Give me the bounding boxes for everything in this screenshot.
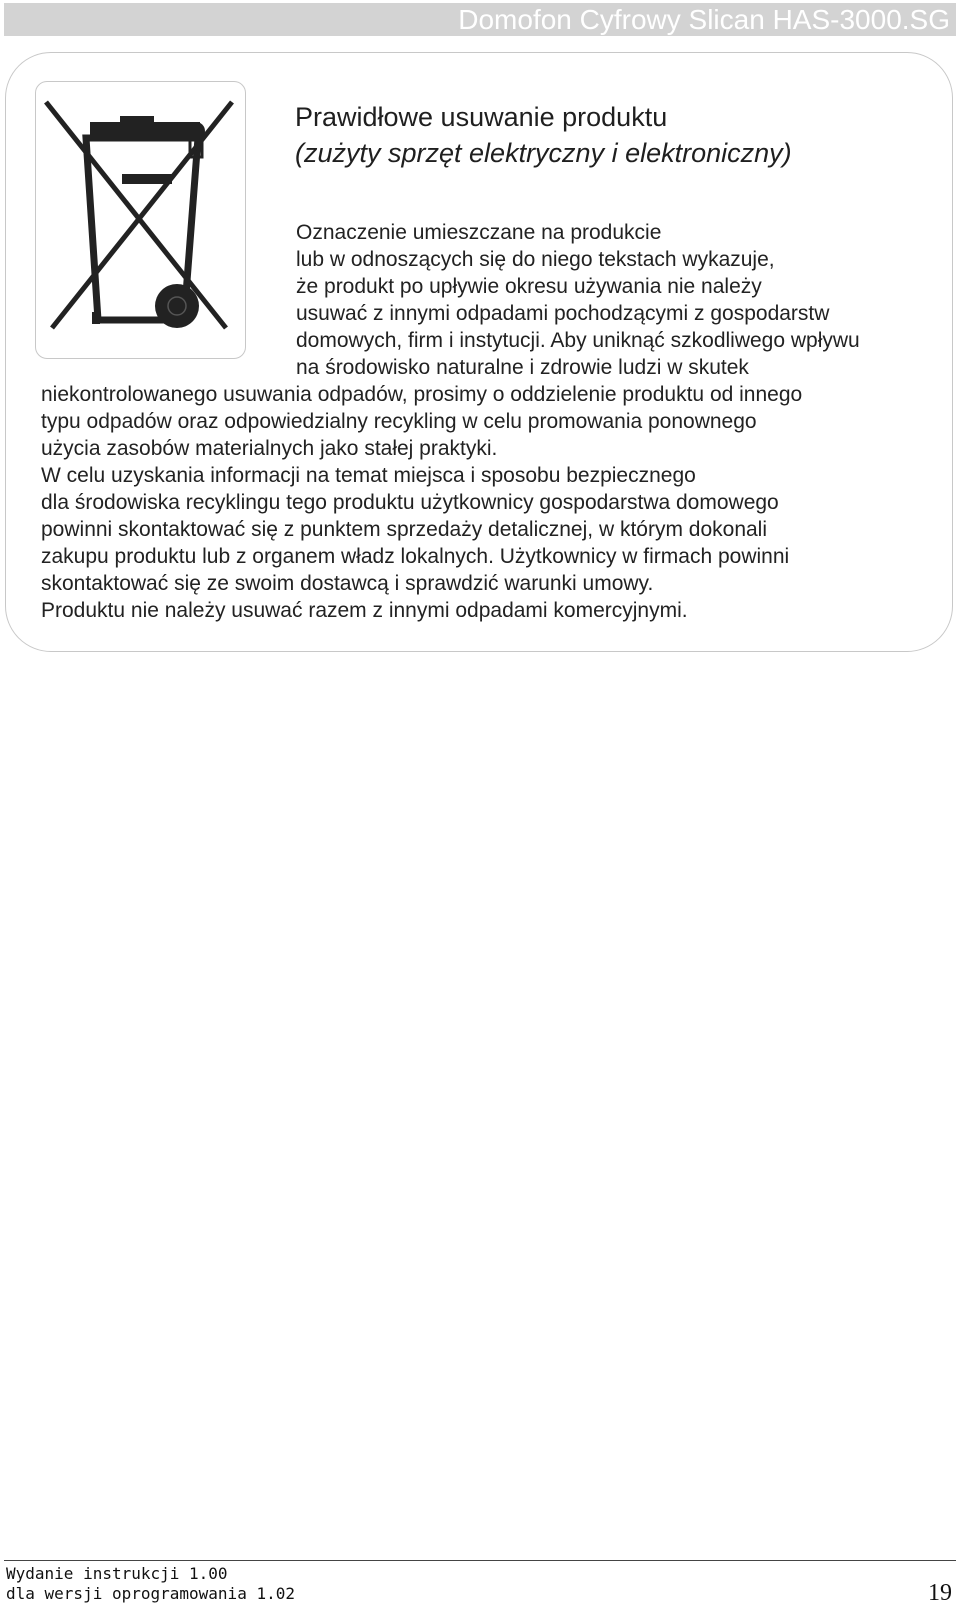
notice-text-line: że produkt po upływie okresu używania nie należy <box>296 275 762 298</box>
notice-text-line: dla środowiska recyklingu tego produktu użytkownicy gospodarstwa domowego <box>41 491 779 514</box>
notice-text-line: Produktu nie należy usuwać razem z innymi odpadami komercyjnymi. <box>41 599 688 622</box>
notice-text-line: na środowisko naturalne i zdrowie ludzi w skutek <box>296 356 749 379</box>
notice-text-line: lub w odnoszących się do niego tekstach wykazuje, <box>296 248 775 271</box>
notice-text-line: użycia zasobów materialnych jako stałej praktyki. <box>41 437 498 460</box>
notice-title: Prawidłowe usuwanie produktu <box>295 102 668 132</box>
header-bar <box>4 3 956 36</box>
notice-text-line: powinni skontaktować się z punktem sprzedaży detalicznej, w którym dokonali <box>41 518 768 541</box>
notice-text-line: skontaktować się ze swoim dostawcą i sprawdzić warunki umowy. <box>41 572 654 595</box>
weee-icon-box <box>35 81 246 359</box>
footer-edition: Wydanie instrukcji 1.00 <box>6 1564 228 1583</box>
crossed-out-wheeled-bin-icon <box>36 82 244 357</box>
document-title: Domofon Cyfrowy Slican HAS-3000.SG <box>458 4 950 35</box>
notice-subtitle: (zużyty sprzęt elektryczny i elektroniczny) <box>295 138 792 168</box>
notice-text-line: zakupu produktu lub z organem władz lokalnych. Użytkownicy w firmach powinni <box>41 545 790 568</box>
notice-text-line: domowych, firm i instytucji. Aby uniknąć szkodliwego wpływu <box>296 329 860 352</box>
notice-text-line: Oznaczenie umieszczane na produkcie <box>296 221 662 244</box>
notice-text-line: usuwać z innymi odpadami pochodzącymi z gospodarstw <box>296 302 830 325</box>
notice-text-line: W celu uzyskania informacji na temat miejsca i sposobu bezpiecznego <box>41 464 696 487</box>
notice-text-line: niekontrolowanego usuwania odpadów, prosimy o oddzielenie produktu od innego <box>41 383 803 406</box>
notice-text-line: typu odpadów oraz odpowiedzialny recykling w celu promowania ponownego <box>41 410 757 433</box>
footer-software-version: dla wersji oprogramowania 1.02 <box>6 1584 295 1603</box>
footer-divider <box>4 1560 956 1561</box>
page-number: 19 <box>928 1580 952 1606</box>
